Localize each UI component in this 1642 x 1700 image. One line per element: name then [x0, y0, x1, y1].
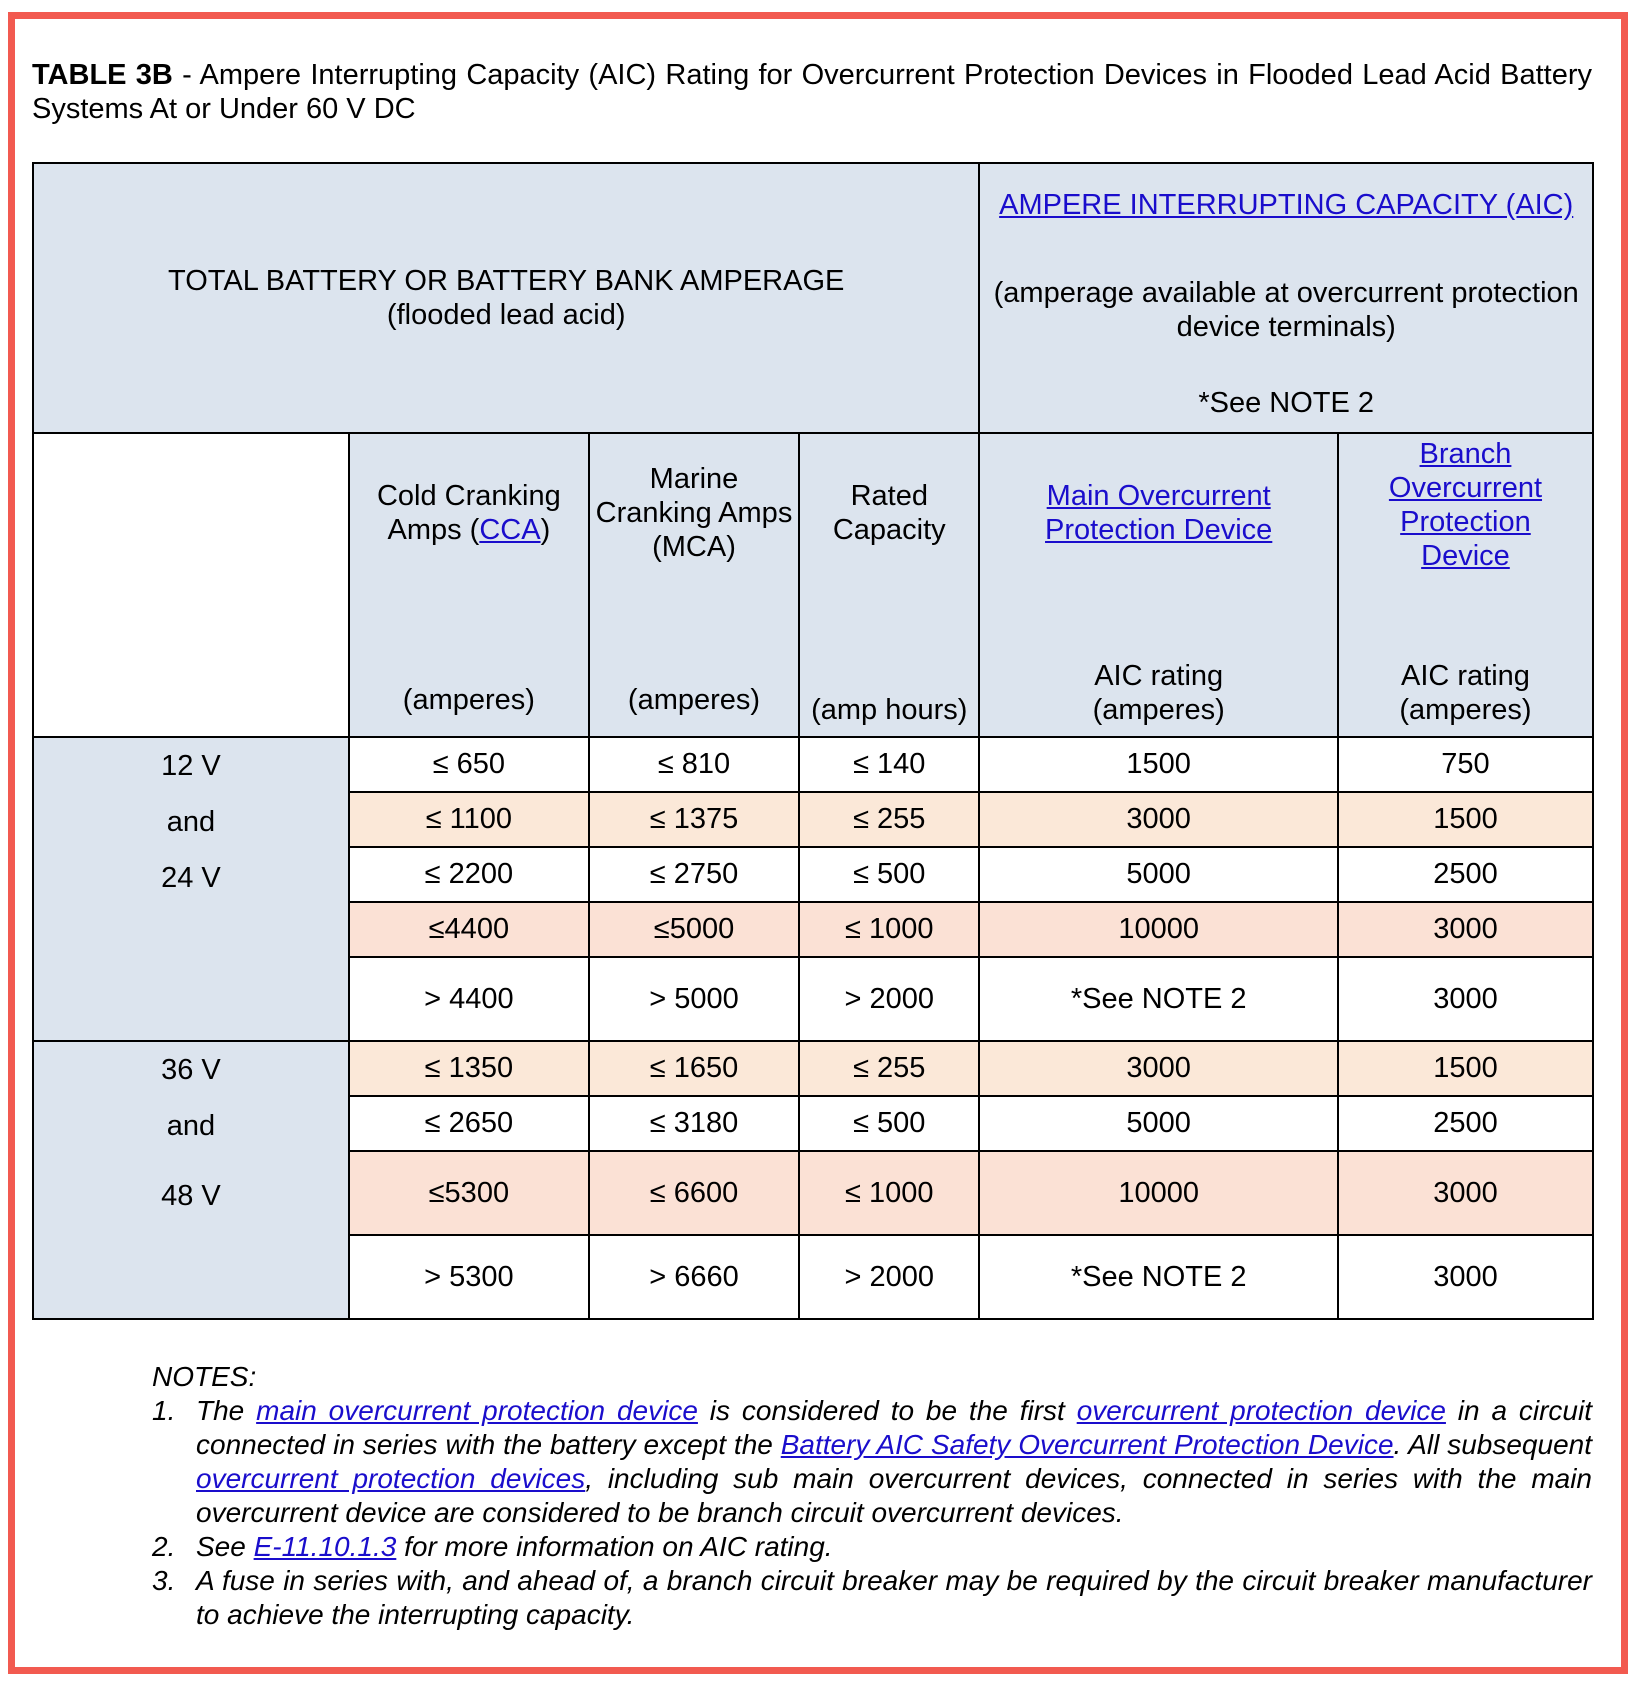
cca-link[interactable]: CCA — [479, 514, 541, 546]
cell-mca: ≤ 6600 — [589, 1151, 799, 1235]
cell-branch-aic: 3000 — [1338, 1151, 1593, 1235]
cell-mca: ≤ 2750 — [589, 847, 799, 902]
note-1-text-e: , including sub main overcurrent devices, connected in series with the main overcurrent device are considered to be branch circuit overcurrent devices. — [196, 1463, 1593, 1528]
branch-unit: AIC rating (amperes) — [1399, 660, 1532, 726]
cell-cca: ≤ 650 — [349, 737, 589, 792]
cell-main-aic: 5000 — [979, 847, 1338, 902]
cell-cca: ≤ 2200 — [349, 847, 589, 902]
cell-mca: ≤ 1650 — [589, 1041, 799, 1096]
cell-cca: ≤ 1100 — [349, 792, 589, 847]
voltage-cell-12-24 — [33, 737, 349, 1041]
note-1-text-c: in a circuit connected in series with the battery except the — [196, 1395, 1593, 1460]
cell-mca: > 6660 — [589, 1235, 799, 1319]
table-title-text: - Ampere Interrupting Capacity (AIC) Rating for Overcurrent Protection Devices in Flooded Lead Acid Battery Systems At or Under 60 V DC — [32, 59, 1592, 125]
cell-cca: > 4400 — [349, 957, 589, 1041]
notes-section — [152, 1360, 1592, 1632]
ocpd-note-link[interactable]: overcurrent protection device — [1076, 1395, 1446, 1426]
col-header-mca — [589, 433, 799, 737]
table-title-label: TABLE 3B — [32, 59, 173, 91]
table-row — [33, 1041, 1593, 1096]
cell-main-aic: 10000 — [979, 902, 1338, 957]
table-header-row — [33, 163, 1593, 433]
cell-branch-aic: 2500 — [1338, 1096, 1593, 1151]
rated-unit: (amp hours) — [811, 694, 968, 726]
cell-rated: ≤ 255 — [799, 1041, 979, 1096]
table-row — [33, 737, 1593, 792]
branch-ocpd-link[interactable]: Branch Overcurrent Protection Device — [1388, 438, 1543, 572]
note-2 — [152, 1530, 1592, 1564]
cell-branch-aic: 3000 — [1338, 957, 1593, 1041]
cell-main-aic: 10000 — [979, 1151, 1338, 1235]
header-total-line2: (flooded lead acid) — [386, 299, 626, 331]
main-ocpd-link[interactable]: Main Overcurrent Protection Device — [1045, 480, 1273, 546]
note-1-text-a: The — [196, 1395, 257, 1426]
col-header-rated — [799, 433, 979, 737]
cell-main-aic: *See NOTE 2 — [979, 1235, 1338, 1319]
note-3 — [152, 1564, 1592, 1632]
header-total-amperage — [33, 163, 979, 433]
aic-link[interactable]: AMPERE INTERRUPTING CAPACITY (AIC) — [999, 189, 1574, 221]
cell-cca: ≤5300 — [349, 1151, 589, 1235]
cell-main-aic: *See NOTE 2 — [979, 957, 1338, 1041]
col-header-branch — [1338, 433, 1593, 737]
cell-main-aic: 1500 — [979, 737, 1338, 792]
col-header-main — [979, 433, 1338, 737]
note-2-text-a: See — [196, 1531, 254, 1562]
voltage-line: 36 V — [161, 1054, 221, 1086]
voltage-line: and — [166, 1110, 216, 1142]
cell-rated: ≤ 500 — [799, 847, 979, 902]
cell-rated: ≤ 1000 — [799, 1151, 979, 1235]
voltage-cell-36-48 — [33, 1041, 349, 1319]
note-1-text-b: is considered to be the first — [697, 1395, 1077, 1426]
e-11-10-1-3-link[interactable]: E-11.10.1.3 — [253, 1531, 397, 1562]
main-ocpd-note-link[interactable]: main overcurrent protection device — [256, 1395, 698, 1426]
voltage-line: 48 V — [161, 1180, 221, 1212]
blank-corner-cell — [33, 433, 349, 737]
header-aic-desc: (amperage available at overcurrent protection device terminals) — [993, 277, 1579, 343]
main-unit: AIC rating (amperes) — [1092, 660, 1225, 726]
battery-aic-safety-link[interactable]: Battery AIC Safety Overcurrent Protection Device — [780, 1429, 1394, 1460]
aic-table — [32, 162, 1594, 1320]
cell-cca: > 5300 — [349, 1235, 589, 1319]
cell-cca: ≤ 2650 — [349, 1096, 589, 1151]
note-text — [196, 1394, 1592, 1530]
header-aic-note: *See NOTE 2 — [1198, 386, 1375, 419]
note-2-text-b: for more information on AIC rating. — [396, 1531, 833, 1562]
cca-label-post: ) — [540, 514, 551, 546]
cell-branch-aic: 750 — [1338, 737, 1593, 792]
cell-cca: ≤ 1350 — [349, 1041, 589, 1096]
voltage-line: 24 V — [161, 862, 221, 894]
rated-label: Rated Capacity — [832, 480, 946, 546]
cell-mca: ≤ 1375 — [589, 792, 799, 847]
cell-rated: > 2000 — [799, 1235, 979, 1319]
note-1 — [152, 1394, 1592, 1530]
note-number: 3. — [152, 1565, 176, 1596]
cell-rated: ≤ 500 — [799, 1096, 979, 1151]
voltage-line: 12 V — [161, 750, 221, 782]
note-text: A fuse in series with, and ahead of, a branch circuit breaker may be required by the circuit breaker manufacturer to achieve the interrupting capacity. — [196, 1565, 1592, 1630]
note-number: 1. — [152, 1395, 176, 1426]
cell-branch-aic: 3000 — [1338, 902, 1593, 957]
cca-unit: (amperes) — [402, 684, 535, 716]
cell-branch-aic: 3000 — [1338, 1235, 1593, 1319]
cell-branch-aic: 2500 — [1338, 847, 1593, 902]
cell-mca: ≤ 3180 — [589, 1096, 799, 1151]
header-total-line1: TOTAL BATTERY OR BATTERY BANK AMPERAGE — [168, 265, 845, 297]
header-aic — [979, 163, 1593, 433]
cell-mca: ≤5000 — [589, 902, 799, 957]
cell-mca: ≤ 810 — [589, 737, 799, 792]
mca-unit: (amperes) — [627, 684, 761, 716]
cell-cca: ≤4400 — [349, 902, 589, 957]
cell-branch-aic: 1500 — [1338, 1041, 1593, 1096]
cell-mca: > 5000 — [589, 957, 799, 1041]
note-1-text-d: . All subsequent — [1393, 1429, 1593, 1460]
cell-rated: ≤ 255 — [799, 792, 979, 847]
cell-rated: ≤ 1000 — [799, 902, 979, 957]
mca-label: Marine Cranking Amps (MCA) — [595, 463, 793, 563]
note-number: 2. — [152, 1531, 176, 1562]
column-header-row — [33, 433, 1593, 737]
col-header-cca — [349, 433, 589, 737]
cell-main-aic: 5000 — [979, 1096, 1338, 1151]
notes-heading: NOTES: — [152, 1361, 257, 1392]
cell-main-aic: 3000 — [979, 792, 1338, 847]
note-text — [196, 1530, 1592, 1564]
ocpds-note-link[interactable]: overcurrent protection devices — [196, 1463, 586, 1494]
cell-rated: ≤ 140 — [799, 737, 979, 792]
cca-label-pre: Cold Cranking Amps ( — [376, 480, 561, 546]
table-title — [32, 58, 1592, 126]
cell-main-aic: 3000 — [979, 1041, 1338, 1096]
cell-rated: > 2000 — [799, 957, 979, 1041]
cell-branch-aic: 1500 — [1338, 792, 1593, 847]
voltage-line: and — [166, 806, 216, 838]
